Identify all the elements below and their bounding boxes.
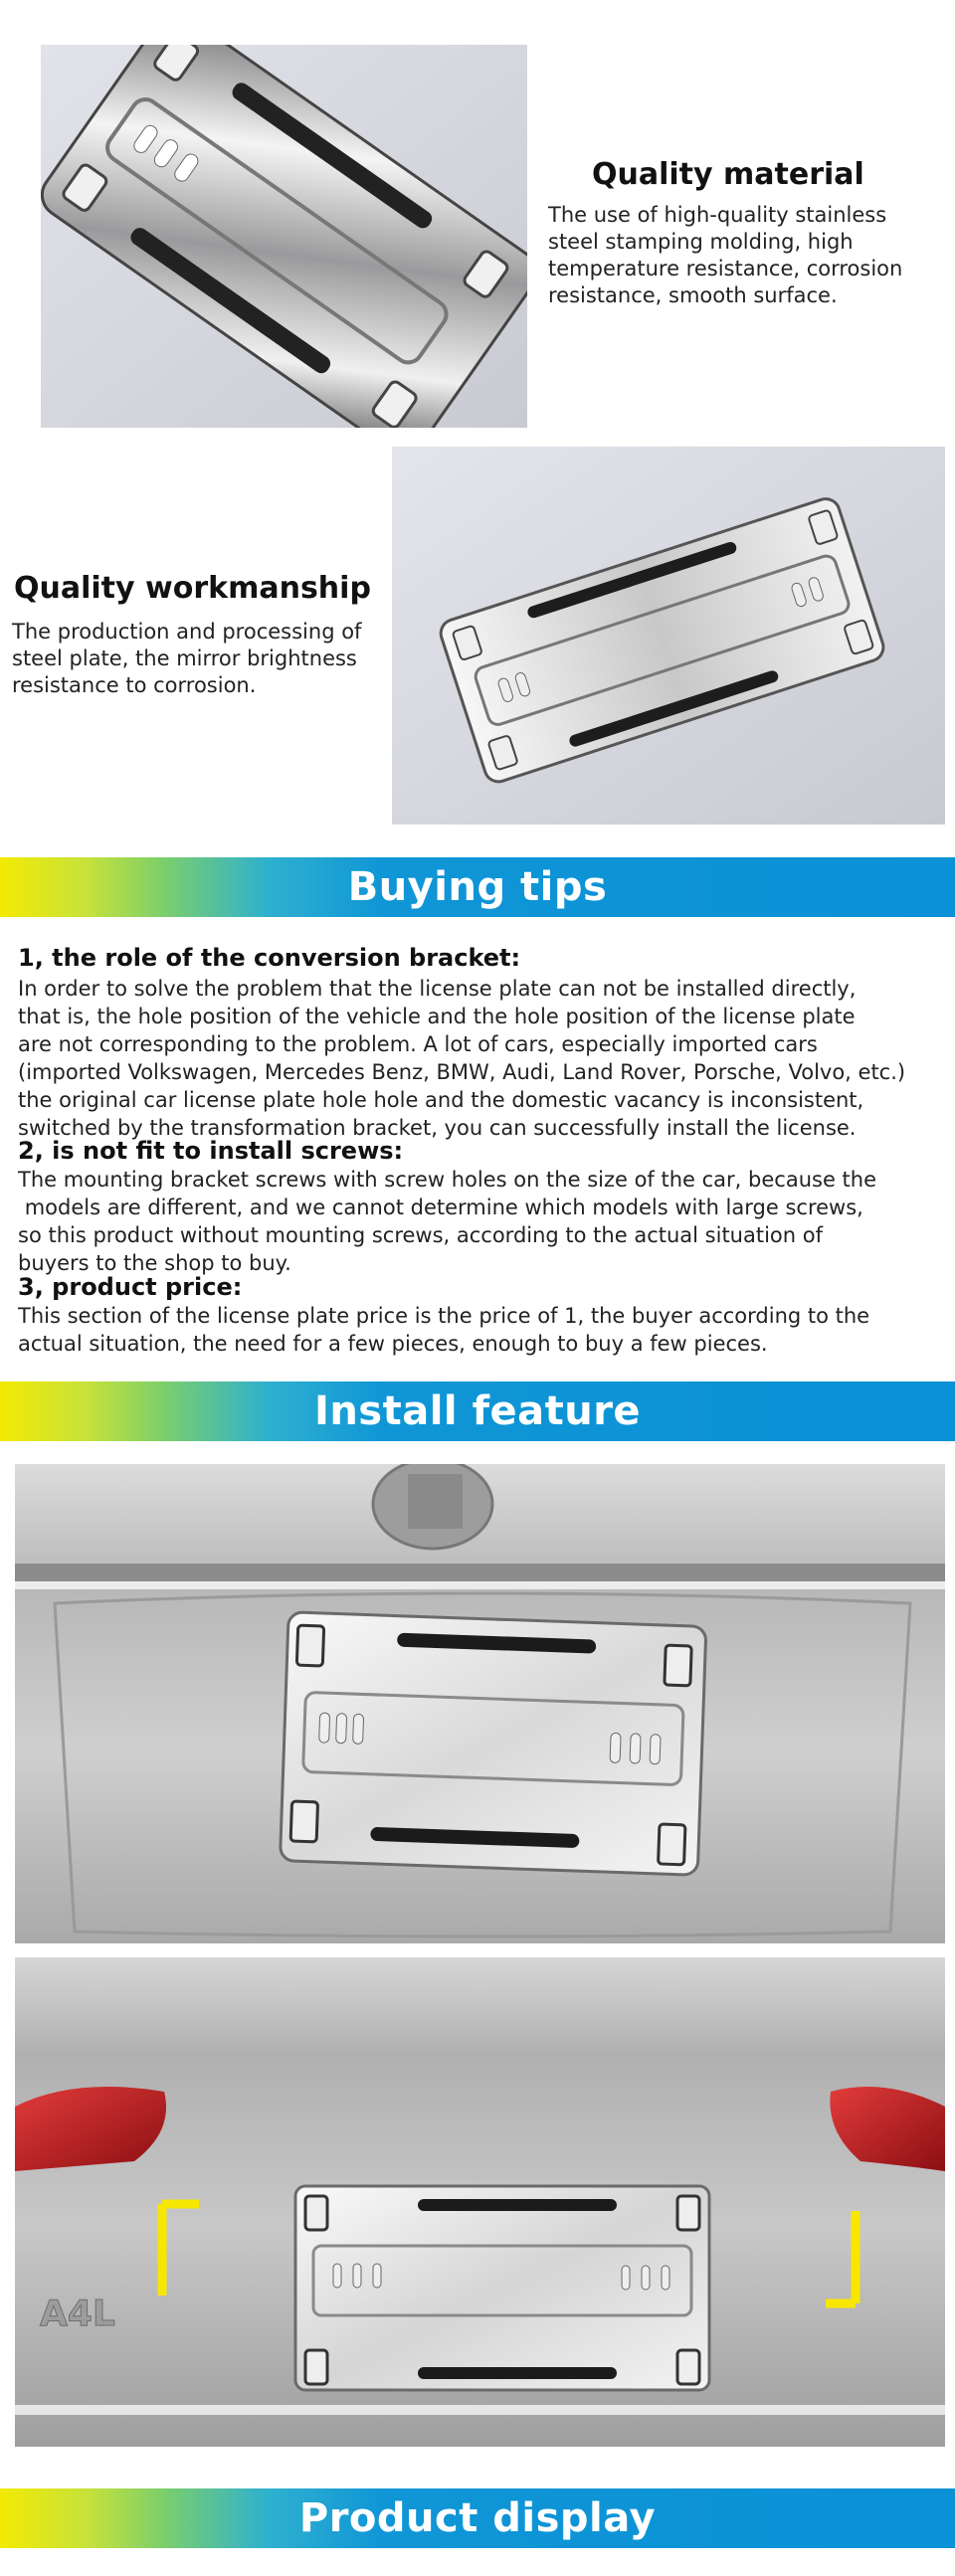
tip-1-text: In order to solve the problem that the license plate can not be installed directly, that is, the hole position of the vehicle and the hole position of the license plate are not corresponding to the problem. A lot of cars, especially imported cars (imported Volkswagen, Mercedes Benz, BMW, Audi, Land Rover, Porsche, Volvo, etc.) the original car license plate hole hole and the domestic vacancy is inconsistent, switched by the transformation bracket, you can successfully install the license. bbox=[18, 977, 906, 1140]
car-model-badge: A4L bbox=[40, 2294, 115, 2334]
product-display-banner bbox=[0, 2488, 955, 2548]
quality-workmanship-title: Quality workmanship bbox=[14, 571, 371, 606]
buying-tips-title: Buying tips bbox=[347, 864, 608, 910]
install-feature-banner bbox=[0, 1381, 955, 1441]
product-photo-angled bbox=[392, 447, 945, 825]
product-photo-closeup bbox=[41, 45, 527, 428]
quality-workmanship-text: The production and processing of steel plate, the mirror brightness resistance to corrosion. bbox=[12, 620, 362, 697]
tip-3-text: This section of the license plate price is the price of 1, the buyer according to the actual situation, the need for a few pieces, enough to buy a few pieces. bbox=[18, 1304, 870, 1356]
install-photo-2 bbox=[15, 1957, 945, 2447]
install-feature-title: Install feature bbox=[313, 1388, 642, 1434]
tip-2-text: The mounting bracket screws with screw holes on the size of the car, because the models are different, and we cannot determine which models with large screws, so this product without mounting screws, according to the actual situation of buyers to the shop to buy. bbox=[18, 1168, 877, 1275]
tip-1-title: 1, the role of the conversion bracket: bbox=[18, 944, 521, 972]
install-photo-1 bbox=[15, 1464, 945, 1943]
quality-material-text: The use of high-quality stainless steel stamping molding, high temperature resistance, corrosion resistance, smooth surface. bbox=[548, 203, 903, 307]
buying-tips-banner bbox=[0, 857, 955, 917]
product-display-title: Product display bbox=[298, 2495, 657, 2541]
tip-3-title: 3, product price: bbox=[18, 1273, 243, 1301]
quality-material-title: Quality material bbox=[592, 157, 864, 192]
tip-2-title: 2, is not fit to install screws: bbox=[18, 1137, 404, 1165]
